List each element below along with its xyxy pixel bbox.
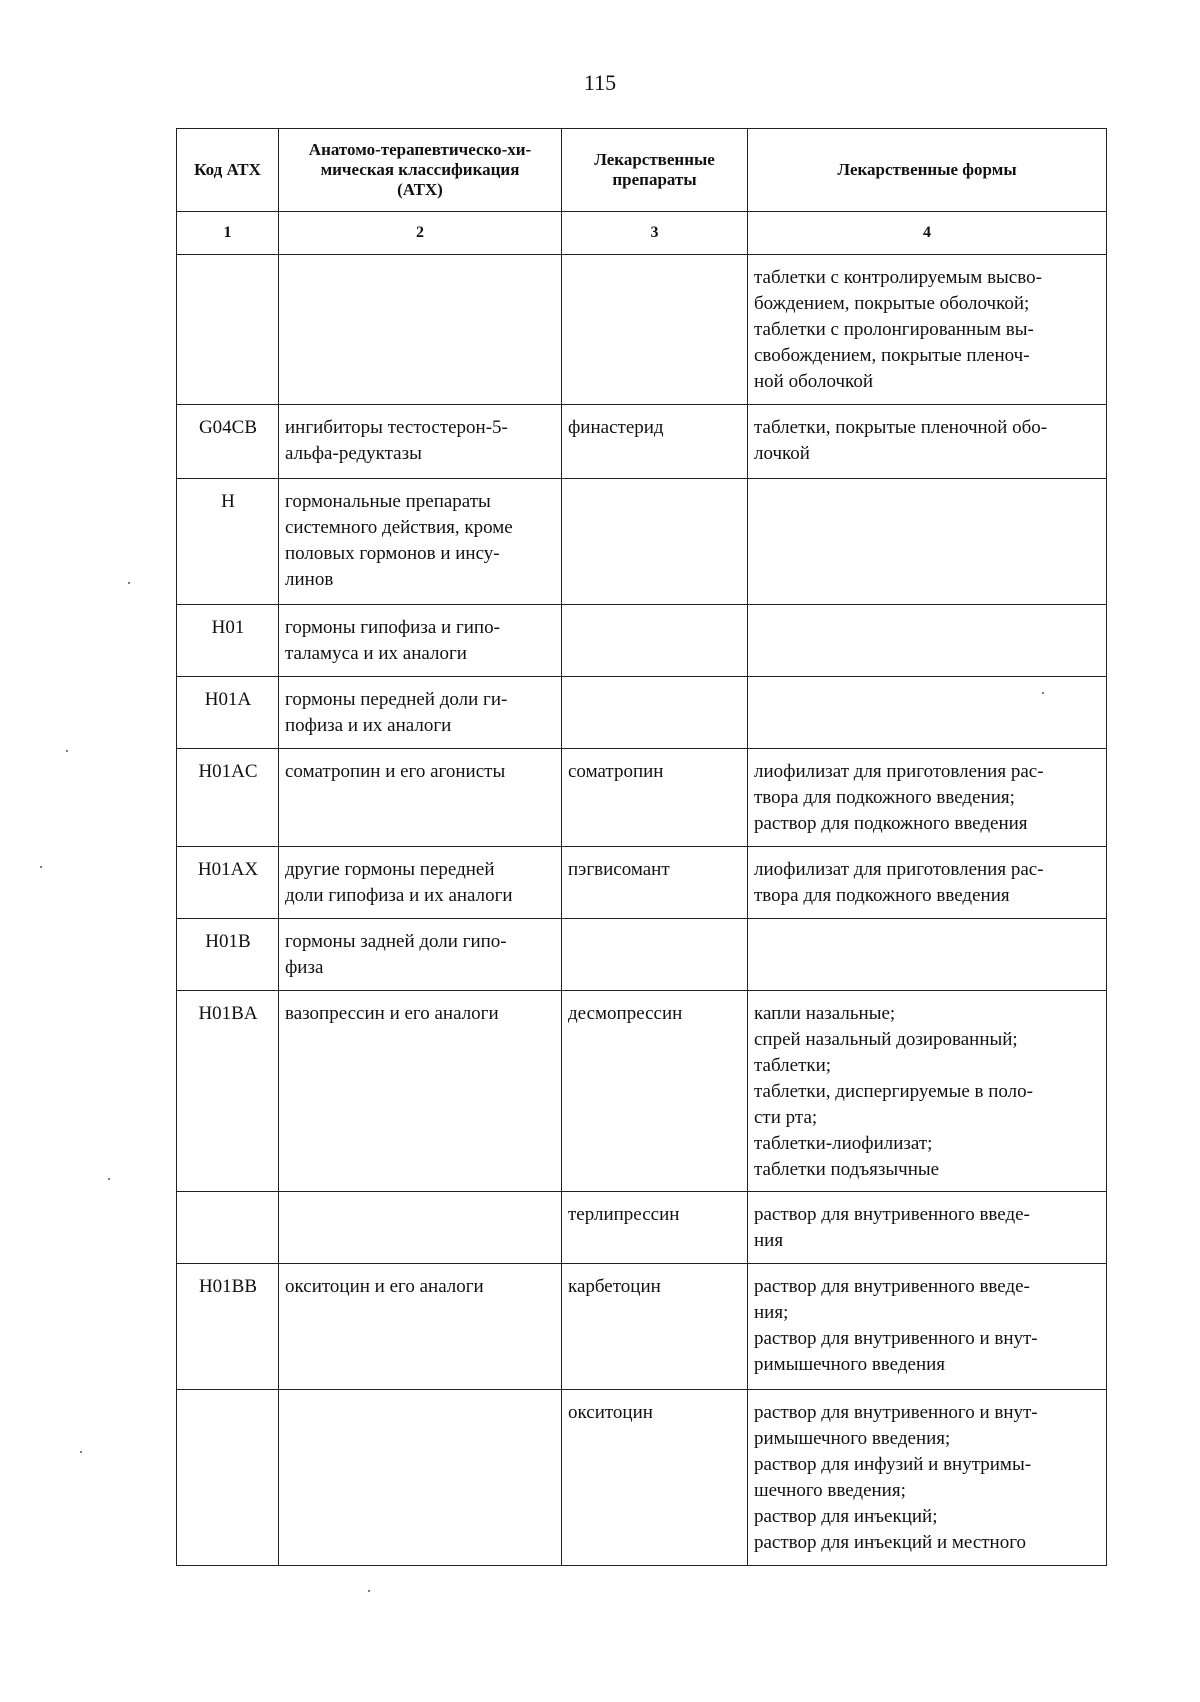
cell-forms (748, 749, 1107, 847)
classification-line: ингибиторы тестостерон-5- (285, 417, 508, 438)
table-row (177, 991, 1107, 1192)
cell-drug: пэгвисомант (562, 847, 748, 919)
table-row (177, 1264, 1107, 1390)
cell-drug: карбетоцин (562, 1264, 748, 1390)
forms-line: раствор для внутривенного введе- (754, 1204, 1030, 1225)
forms-line: лиофилизат для приготовления рас- (754, 761, 1044, 782)
header-classification-line: мическая классификация (320, 160, 520, 179)
classification-line: таламуса и их аналоги (285, 643, 467, 664)
cell-code: H (177, 479, 279, 605)
forms-line: раствор для внутривенного и внут- (754, 1402, 1038, 1423)
cell-drug: финастерид (562, 405, 748, 479)
classification-line: другие гормоны передней (285, 859, 495, 880)
table-row (177, 605, 1107, 677)
classification-line: линов (285, 569, 334, 590)
cell-drug (562, 255, 748, 405)
cell-classification (279, 255, 562, 405)
cell-forms (748, 479, 1107, 605)
forms-line: бождением, покрытые оболочкой; (754, 293, 1030, 314)
scan-speck (80, 1451, 82, 1453)
forms-line: таблетки, диспергируемые в поло- (754, 1081, 1033, 1102)
column-number: 2 (279, 212, 562, 255)
classification-line: гормоны гипофиза и гипо- (285, 617, 500, 638)
cell-code: H01AC (177, 749, 279, 847)
cell-drug: соматропин (562, 749, 748, 847)
cell-drug: десмопрессин (562, 991, 748, 1192)
forms-line: сти рта; (754, 1107, 818, 1128)
cell-classification (279, 749, 562, 847)
scan-speck (66, 750, 68, 752)
cell-code: H01B (177, 919, 279, 991)
forms-line: ной оболочкой (754, 371, 873, 392)
cell-forms (748, 919, 1107, 991)
forms-line: раствор для инъекций; (754, 1506, 938, 1527)
header-drugs (562, 129, 748, 212)
page-number: 115 (583, 70, 617, 95)
header-classification-line: (АТХ) (397, 180, 443, 199)
cell-forms (748, 255, 1107, 405)
table-row (177, 919, 1107, 991)
header-row (177, 129, 1107, 212)
cell-classification (279, 1390, 562, 1566)
cell-code: H01BA (177, 991, 279, 1192)
forms-line: шечного введения; (754, 1480, 906, 1501)
cell-forms (748, 1192, 1107, 1264)
forms-line: твора для подкожного введения; (754, 787, 1015, 808)
header-code: Код АТХ (177, 129, 279, 212)
atx-table (176, 128, 1107, 1566)
cell-code (177, 1390, 279, 1566)
cell-classification (279, 605, 562, 677)
forms-line: раствор для внутривенного введе- (754, 1276, 1030, 1297)
cell-code: H01BB (177, 1264, 279, 1390)
classification-line: пофиза и их аналоги (285, 715, 452, 736)
cell-forms (748, 1264, 1107, 1390)
classification-line: окситоцин и его аналоги (285, 1276, 484, 1297)
classification-line: гормональные препараты (285, 491, 491, 512)
cell-forms (748, 847, 1107, 919)
cell-classification (279, 991, 562, 1192)
classification-line: половых гормонов и инсу- (285, 543, 500, 564)
cell-classification (279, 1264, 562, 1390)
forms-line: таблетки, покрытые пленочной обо- (754, 417, 1048, 438)
cell-classification (279, 919, 562, 991)
classification-line: гормоны задней доли гипо- (285, 931, 507, 952)
cell-drug: окситоцин (562, 1390, 748, 1566)
cell-classification (279, 677, 562, 749)
table-row (177, 255, 1107, 405)
cell-classification (279, 1192, 562, 1264)
column-number: 4 (748, 212, 1107, 255)
cell-classification (279, 405, 562, 479)
column-number: 1 (177, 212, 279, 255)
table-row (177, 749, 1107, 847)
header-classification (279, 129, 562, 212)
classification-line: гормоны передней доли ги- (285, 689, 508, 710)
forms-line: спрей назальный дозированный; (754, 1029, 1018, 1050)
scan-speck (1042, 692, 1044, 694)
table-row (177, 677, 1107, 749)
forms-line: таблетки с пролонгированным вы- (754, 319, 1034, 340)
cell-drug (562, 479, 748, 605)
table-row (177, 405, 1107, 479)
forms-line: таблетки подъязычные (754, 1159, 940, 1180)
forms-line: римышечного введения; (754, 1428, 951, 1449)
cell-classification (279, 479, 562, 605)
cell-forms (748, 405, 1107, 479)
header-drugs-line: препараты (612, 170, 697, 189)
classification-line: физа (285, 957, 324, 978)
cell-forms (748, 1390, 1107, 1566)
cell-classification (279, 847, 562, 919)
table-row (177, 847, 1107, 919)
forms-line: таблетки-лиофилизат; (754, 1133, 933, 1154)
table-row (177, 479, 1107, 605)
cell-code: G04CB (177, 405, 279, 479)
column-number: 3 (562, 212, 748, 255)
cell-drug (562, 677, 748, 749)
scan-speck (40, 866, 42, 868)
classification-line: альфа-редуктазы (285, 443, 422, 464)
cell-code: H01A (177, 677, 279, 749)
cell-drug: терлипрессин (562, 1192, 748, 1264)
table-row (177, 1192, 1107, 1264)
cell-code: H01 (177, 605, 279, 677)
forms-line: раствор для подкожного введения (754, 813, 1028, 834)
classification-line: вазопрессин и его аналоги (285, 1003, 499, 1024)
scan-speck (368, 1590, 370, 1592)
forms-line: таблетки; (754, 1055, 832, 1076)
forms-line: ния (754, 1230, 784, 1251)
forms-line: ния; (754, 1302, 789, 1323)
cell-code (177, 255, 279, 405)
forms-line: раствор для внутривенного и внут- (754, 1328, 1038, 1349)
classification-line: доли гипофиза и их аналоги (285, 885, 513, 906)
cell-code: H01AX (177, 847, 279, 919)
header-forms: Лекарственные формы (748, 129, 1107, 212)
forms-line: таблетки с контролируемым высво- (754, 267, 1042, 288)
cell-forms (748, 605, 1107, 677)
cell-forms (748, 991, 1107, 1192)
forms-line: римышечного введения (754, 1354, 946, 1375)
column-number-row (177, 212, 1107, 255)
table-body (177, 255, 1107, 1566)
forms-line: раствор для инфузий и внутримы- (754, 1454, 1032, 1475)
header-classification-line: Анатомо-терапевтическо-хи- (308, 140, 532, 159)
classification-line: соматропин и его агонисты (285, 761, 506, 782)
forms-line: раствор для инъекций и местного (754, 1532, 1027, 1553)
classification-line: системного действия, кроме (285, 517, 513, 538)
forms-line: свобождением, покрытые пленоч- (754, 345, 1030, 366)
cell-drug (562, 605, 748, 677)
cell-forms (748, 677, 1107, 749)
cell-drug (562, 919, 748, 991)
forms-line: капли назальные; (754, 1003, 896, 1024)
cell-code (177, 1192, 279, 1264)
forms-line: твора для подкожного введения (754, 885, 1010, 906)
table-row (177, 1390, 1107, 1566)
scan-speck (108, 1178, 110, 1180)
header-drugs-line: Лекарственные (594, 150, 715, 169)
scan-speck (128, 582, 130, 584)
forms-line: лочкой (754, 443, 810, 464)
forms-line: лиофилизат для приготовления рас- (754, 859, 1044, 880)
